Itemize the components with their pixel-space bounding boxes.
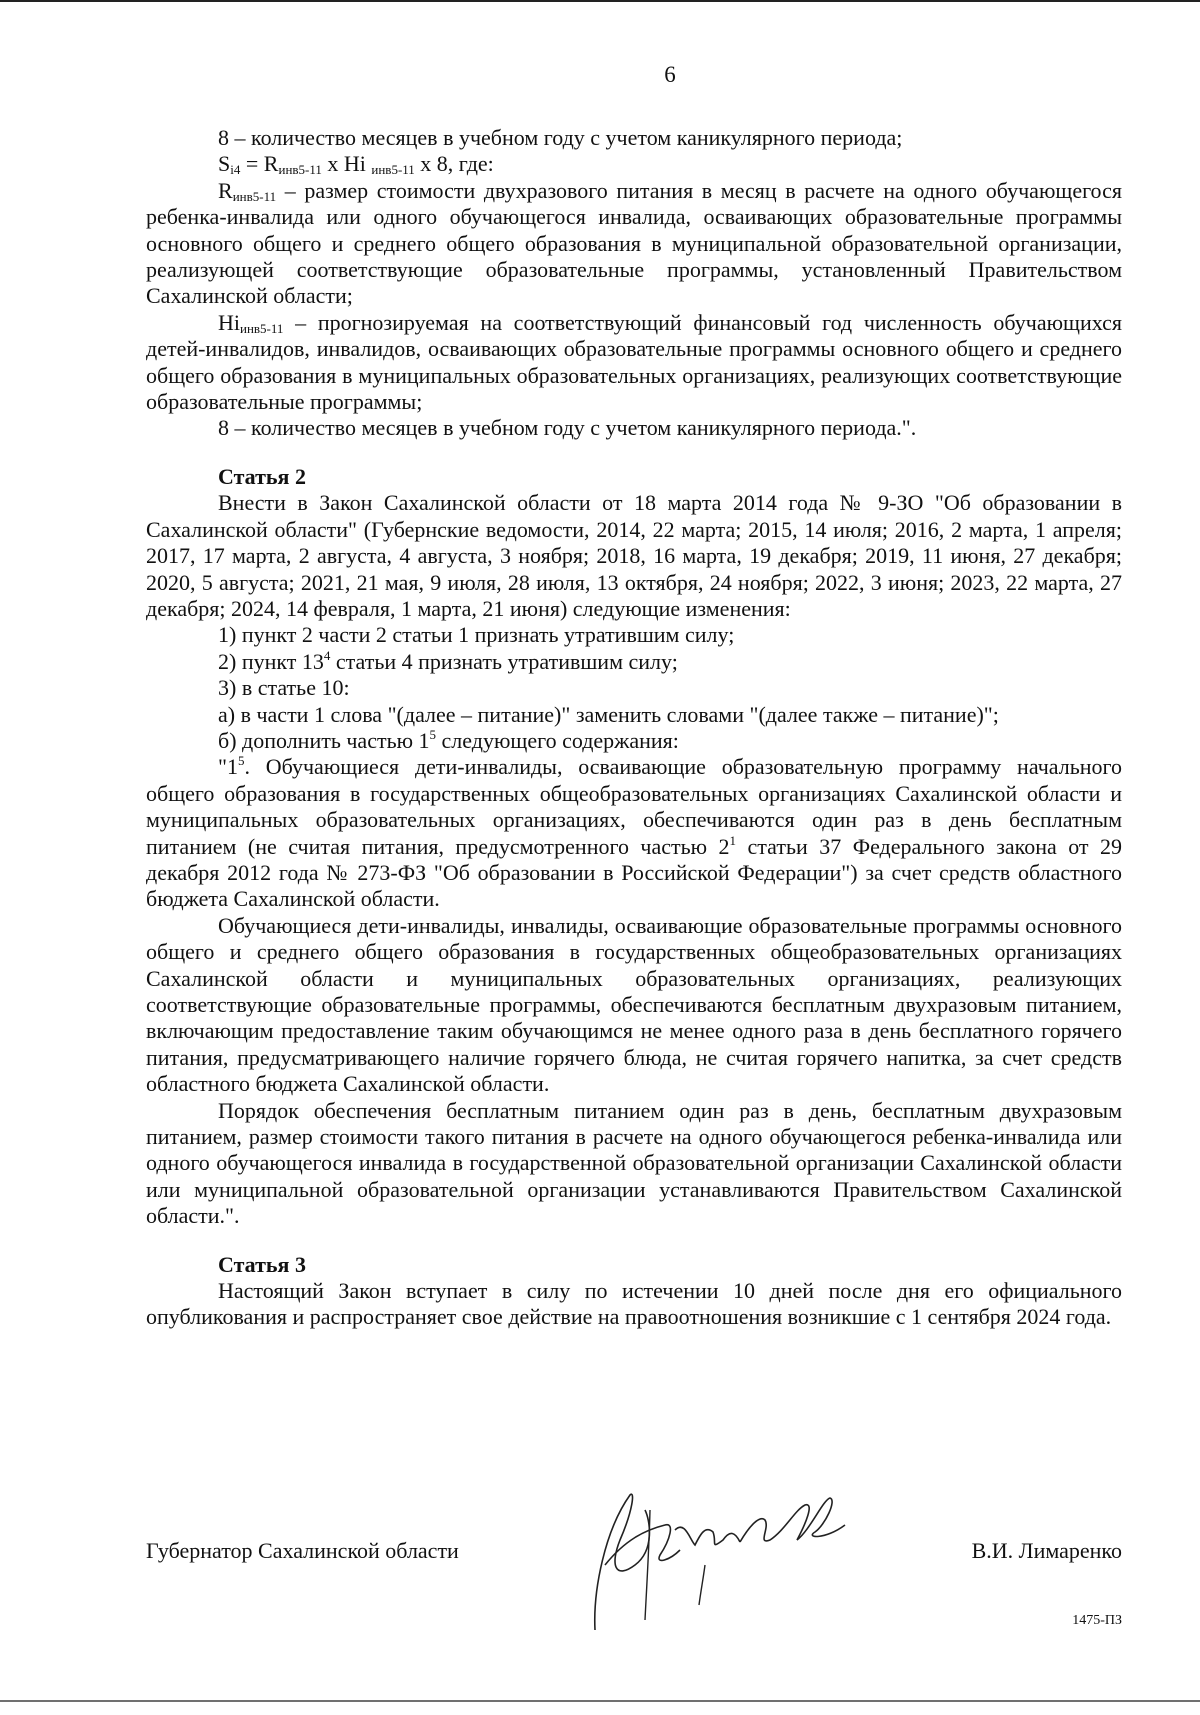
article-2-quote-part-1: "$1^5$. Обучающиеся дети-инвалиды, осваивающие образовательную программу начального общего образования в государственных общеобразовательных организациях Сахалинской области и муниципальных образовательных организациях, обеспечиваются один раз в день бесплатным питанием (не считая питания, предусмотренного частью $2^1$ статьи 37 Федерального закона от 29 декабря 2012 года № 273-ФЗ "Об образовании в Российской Федерации") за счет средств областного бюджета Сахалинской области. [146, 753, 1123, 912]
formula-intro-line: 8 – количество месяцев в учебном году с учетом каникулярного периода; [218, 125, 903, 150]
article-2-quote-part-3: Порядок обеспечения бесплатным питанием один раз в день, бесплатным двухразовым питанием, размер стоимости такого питания в расчете на одного обучающегося ребенка-инвалида или одного обучающегося инвалида в государственной образовательной организации Сахалинской области или муниципальной образовательной организации устанавливаются Правительством Сахалинской области.". [146, 1097, 1122, 1229]
article-2-item-3: 3) в статье 10: [218, 675, 350, 701]
article-2-heading: Статья 2 [218, 463, 306, 489]
signatory-name: В.И. Лимаренко [971, 1538, 1122, 1563]
spacer [146, 1230, 1122, 1252]
r-definition: $R_{инв5-11}$ – размер стоимости двухразового питания в месяц в расчете на одного обучающегося ребенка-инвалида или одного обучающегося инвалида, осваивающих образовательные программы основного общего и среднего общего образования в муниципальной образовательной организации, реализующей соответствующие образовательные программы, установленный Правительством Сахалинской области; [146, 177, 1122, 309]
signature-row [146, 1530, 1122, 1570]
scan-edge-bottom [0, 1700, 1200, 1702]
article-2-intro: Внести в Закон Сахалинской области от 18 марта 2014 года № 9-ЗО "Об образовании в Сахалинской области" (Губернские ведомости, 2014, 22 марта; 2015, 14 июля; 2016, 2 марта, 1 апреля; 2017, 17 марта, 2 августа, 4 августа, 3 ноября; 2018, 16 марта, 19 декабря; 2019, 11 июня, 27 декабря; 2020, 5 августа; 2021, 21 мая, 9 июля, 28 июля, 13 октября, 24 ноября; 2022, 3 июня; 2023, 22 марта, 27 декабря; 2024, 14 февраля, 1 марта, 21 июня) следующие изменения: [146, 490, 1122, 621]
h-definition: $Hi_{инв5-11}$ – прогнозируемая на соответствующий финансовый год численность обучающихся детей-инвалидов, инвалидов, осваивающих образовательные программы основного общего и среднего общего образования в муниципальных образовательных организациях, реализующих соответствующие образовательные программы; [146, 309, 1122, 415]
article-2-item-2: 2) пункт $13^4$ статьи 4 признать утратившим силу; [218, 647, 678, 674]
article-2-item-1: 1) пункт 2 части 2 статьи 1 признать утратившим силу; [218, 622, 735, 648]
formula-equation: $S_{i4} = R_{инв5-11}$ x Hi $_{инв5-11}$ x 8, где: [218, 151, 494, 178]
article-2-quote-part-2: Обучающиеся дети-инвалиды, инвалиды, осваивающие образовательные программы основного общего и среднего общего образования в государственных общеобразовательных организациях Сахалинской области и муниципальных образовательных организациях, реализующих соответствующие образовательные программы, обеспечиваются бесплатным двухразовым питанием, включающим предоставление таким обучающимся не менее одного раза в день бесплатного горячего питания, предусматривающего наличие горячего блюда, не считая горячего напитка, за счет средств областного бюджета Сахалинской области. [146, 912, 1122, 1097]
article-2-item-3b: б) дополнить частью $1^5$ следующего содержания: [218, 726, 679, 753]
article-2-item-3a: а) в части 1 слова "(далее – питание)" заменить словами "(далее также – питание)"; [218, 701, 999, 727]
signatory-position: Губернатор Сахалинской области [146, 1538, 459, 1563]
article-3-heading: Статья 3 [218, 1251, 306, 1277]
page-number: 6 [664, 62, 676, 87]
formula-closing-line: 8 – количество месяцев в учебном году с учетом каникулярного периода.". [218, 415, 917, 441]
document-code: 1475-ПЗ [1072, 1613, 1122, 1628]
article-3-text: Настоящий Закон вступает в силу по истечении 10 дней после дня его официального опубликования и распространяет свое действие на правоотношения возникшие с 1 сентября 2024 года. [146, 1278, 1122, 1330]
scan-edge-top [0, 0, 1200, 2]
spacer [146, 442, 1122, 464]
document-body [146, 125, 1122, 1331]
